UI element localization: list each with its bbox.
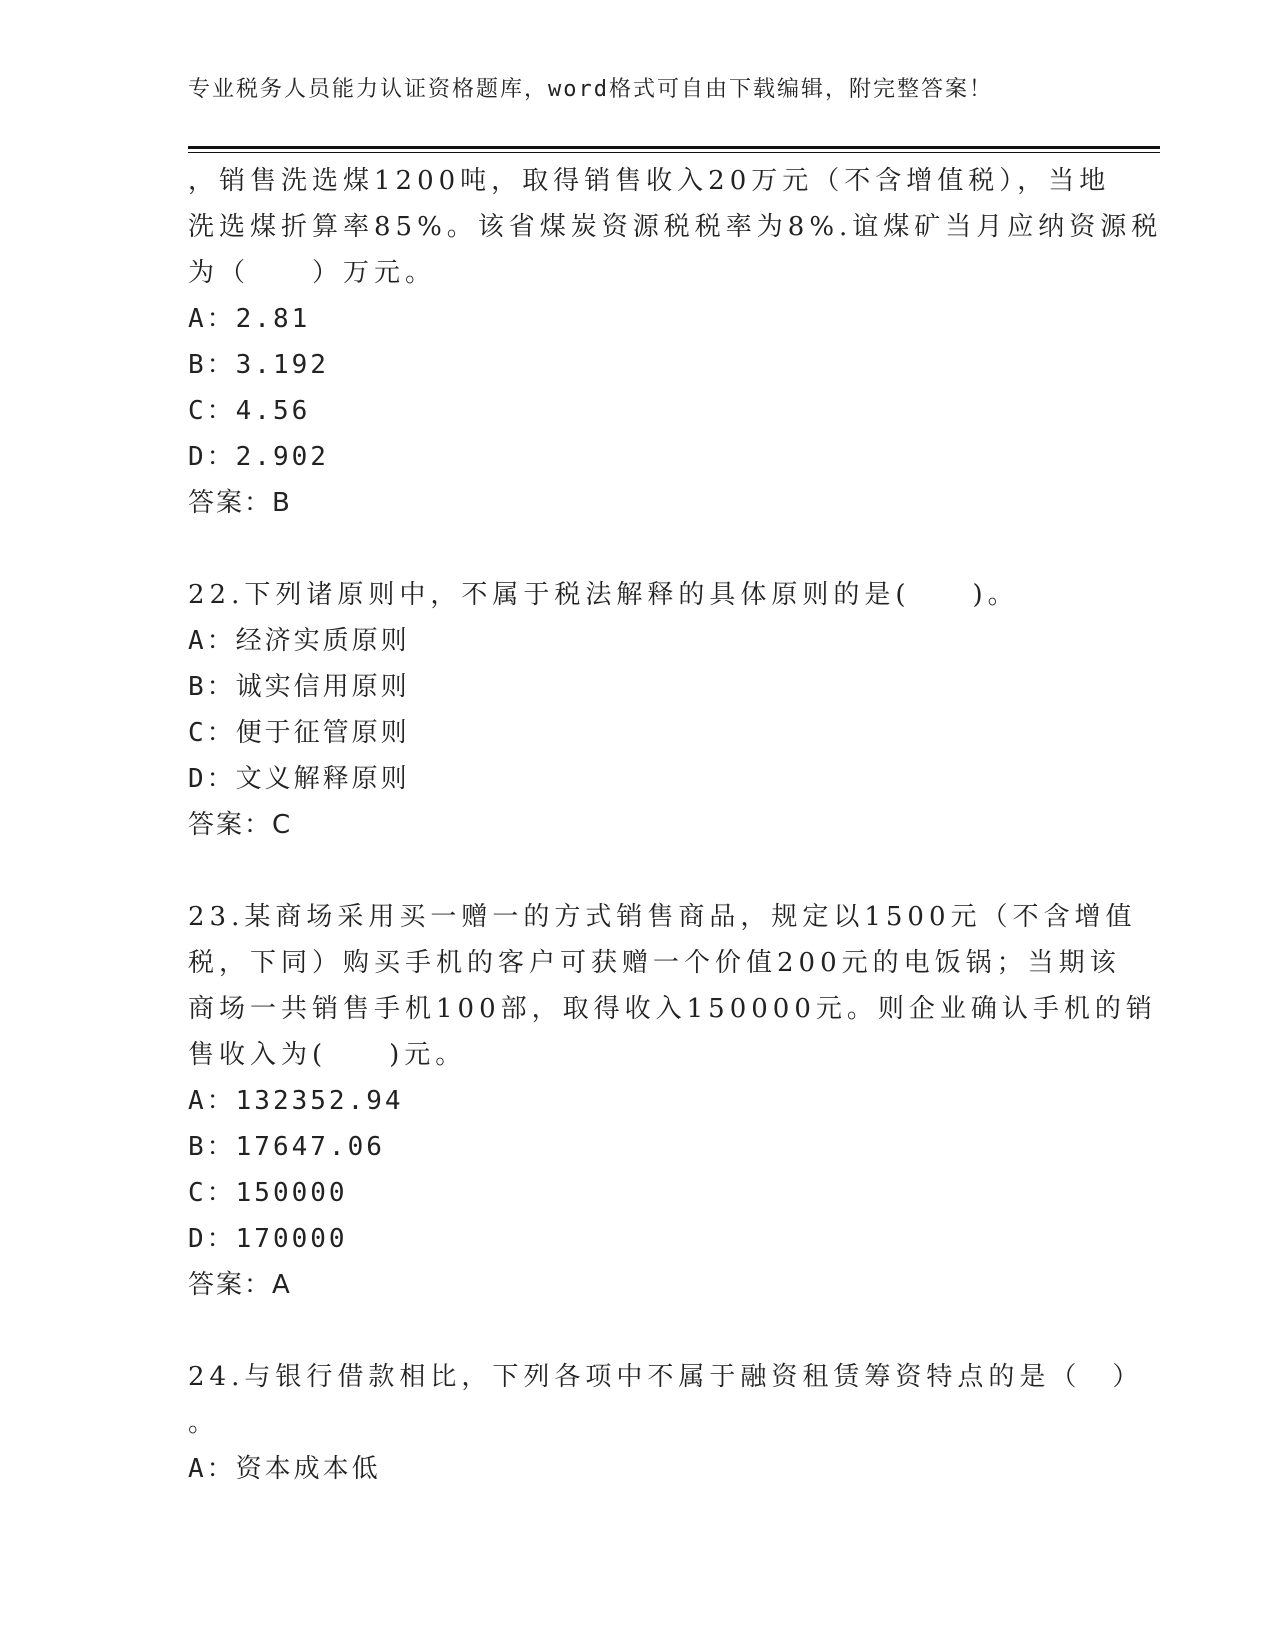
option-a: A：2.81 (188, 304, 311, 334)
header-rule-thick (188, 146, 1160, 149)
answer: 答案：A (188, 1270, 292, 1300)
question-stem-line: 23.某商场采用买一赠一的方式销售商品，规定以1500元（不含增值 (188, 902, 1137, 932)
option-d: D：2.902 (188, 442, 329, 472)
question-22 (188, 572, 1088, 848)
option-a: A：资本成本低 (188, 1454, 381, 1484)
spacer (188, 848, 1088, 894)
question-stem-line: ，销售洗选煤1200吨，取得销售收入20万元（不含增值税），当地 (188, 166, 1111, 196)
option-c: C：便于征管原则 (188, 718, 410, 748)
answer: 答案：C (188, 810, 293, 840)
question-stem-line: 洗选煤折算率85%。该省煤炭资源税税率为8%.谊煤矿当月应纳资源税 (188, 212, 1163, 242)
question-23 (188, 894, 1157, 1308)
spacer (188, 526, 1088, 572)
option-a: A：132352.94 (188, 1086, 404, 1116)
option-b: B：17647.06 (188, 1132, 385, 1162)
answer: 答案：B (188, 488, 292, 518)
spacer (188, 1308, 1088, 1354)
question-stem-line: 为（ ）万元。 (188, 258, 437, 288)
option-d: D：170000 (188, 1224, 348, 1254)
page-header: 专业税务人员能力认证资格题库，word格式可自由下载编辑，附完整答案！ (188, 77, 993, 102)
question-list (188, 158, 1163, 1492)
option-d: D：文义解释原则 (188, 764, 410, 794)
option-a: A：经济实质原则 (188, 626, 410, 656)
question-stem-line: 售收入为( )元。 (188, 1040, 467, 1070)
option-c: C：4.56 (188, 396, 311, 426)
option-b: B：3.192 (188, 350, 329, 380)
header-rule-thin (188, 152, 1160, 153)
question-stem-line: 24.与银行借款相比，下列各项中不属于融资租赁筹资特点的是（ ） (188, 1362, 1144, 1392)
question-stem-line: 22.下列诸原则中，不属于税法解释的具体原则的是( )。 (188, 580, 1019, 610)
question-21 (188, 158, 1163, 526)
question-stem-line: 。 (188, 1408, 220, 1438)
question-24 (188, 1354, 1144, 1492)
question-stem-line: 商场一共销售手机100部，取得收入150000元。则企业确认手机的销 (188, 994, 1157, 1024)
question-stem-line: 税，下同）购买手机的客户可获赠一个价值200元的电饭锅；当期该 (188, 948, 1121, 978)
option-b: B：诚实信用原则 (188, 672, 410, 702)
option-c: C：150000 (188, 1178, 348, 1208)
